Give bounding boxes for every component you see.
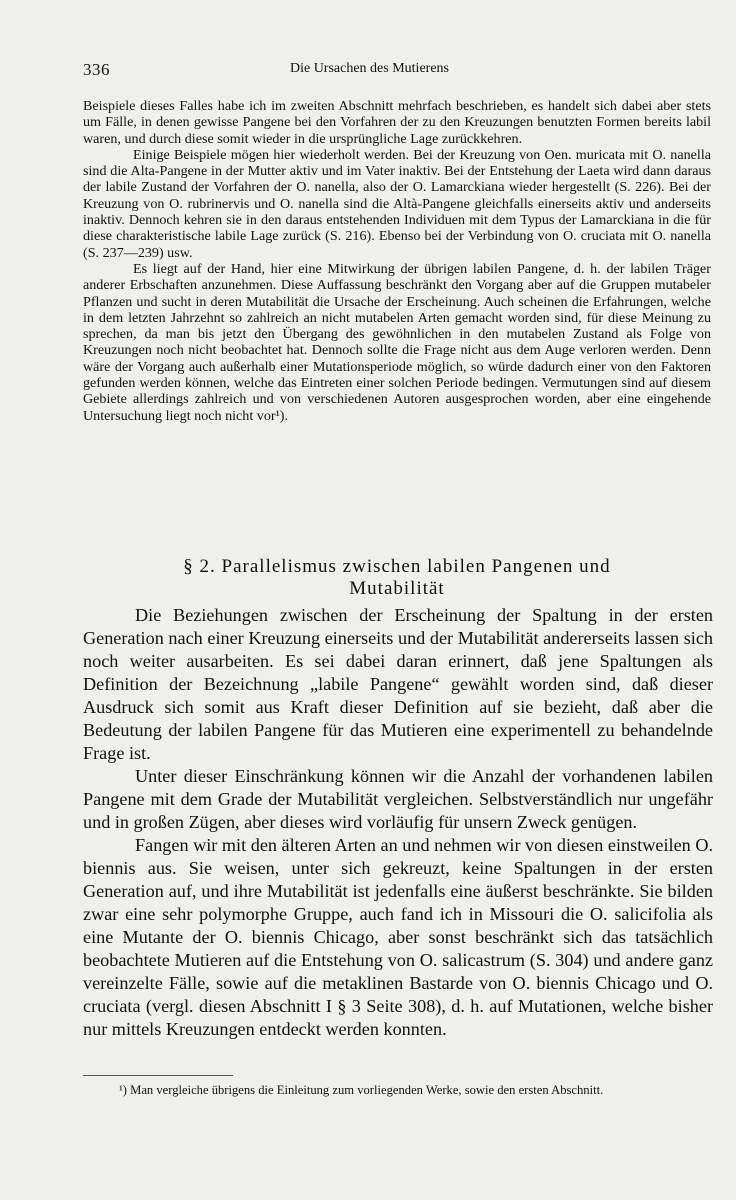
section-heading-line: § 2. Parallelismus zwischen labilen Pangenen und	[183, 556, 611, 577]
page-header	[83, 60, 716, 82]
paragraph: Einige Beispiele mögen hier wiederholt werden. Bei der Kreuzung von Oen. muricata mit O. nanella sind die Alta-Pangene in der Mutter aktiv und im Vater inaktiv. Bei der Entstehung der Laeta wird dann daraus der labile Zustand der Vorfahren der O. nanella, also der O. Lamarckiana wieder hergestellt (S. 226). Bei der Kreuzung von O. rubrinervis und O. nanella sind die Altà-Pangene gleichfalls einerseits aktiv und anderseits inaktiv. Dennoch kehren sie in den daraus entstehenden Individuen mit dem Typus der Lamarckiana in die für diese charakteristische labile Lage zurück (S. 216). Ebenso bei der Verbindung von O. cruciata mit O. nanella (S. 237—239) usw.	[83, 146, 711, 261]
footnote-divider	[83, 1075, 233, 1076]
section-heading-line: Mutabilität	[349, 578, 445, 599]
intro-text-block	[83, 98, 711, 424]
paragraph: Beispiele dieses Falles habe ich im zweiten Abschnitt mehrfach beschrieben, es handelt sich dabei aber stets um Fälle, in denen gewisse Pangene bei den Vorfahren der zu den Kreuzungen benutzten Formen bereits labil waren, und durch diese somit wieder in die ursprüngliche Lage zurückkehren.	[83, 98, 711, 147]
footnote-text: ¹) Man vergleiche übrigens die Einleitung zum vorliegenden Werke, sowie den ersten Abschnitt.	[119, 1083, 604, 1097]
page-number: 336	[83, 60, 110, 79]
paragraph: Es liegt auf der Hand, hier eine Mitwirkung der übrigen labilen Pangene, d. h. der labilen Träger anderer Erbschaften anzunehmen. Diese Auffassung beschränkt den Vorgang aber auf die Gruppen mutabeler Pflanzen und sucht in deren Mutabilität die Ursache der Erscheinung. Auch scheinen die Erfahrungen, welche in dem letzten Jahrzehnt so zahlreich an nicht mutabelen Arten gemacht worden sind, für diese Meinung zu sprechen, da man bis jetzt den Übergang des gewöhnlichen in den mutabelen Zustand als Folge von Kreuzungen noch nicht beobachtet hat. Dennoch sollte die Frage nicht aus dem Auge verloren werden. Denn wäre der Vorgang auch außerhalb einer Mutationsperiode möglich, so würde dadurch einer von den Faktoren gefunden werden können, welche das Eintreten einer solchen Periode bedingen. Vermutungen sind auf diesem Gebiete allerdings zahlreich und von verschiedenen Autoren ausgesprochen worden, aber eine eingehende Untersuchung liegt noch nicht vor¹).	[83, 260, 711, 424]
paragraph: Die Beziehungen zwischen der Erscheinung der Spaltung in der ersten Generation nach einer Kreuzung einerseits und der Mutabilität andererseits lassen sich noch weiter ausarbeiten. Es sei dabei daran erinnert, daß jene Spaltungen als Definition der Bezeichnung „labile Pangene“ gewählt worden sind, daß dieser Ausdruck sich somit aus Kraft dieser Definition auf sie bezieht, daß aber die Bedeutung der labilen Pangene für das Mutieren eine experimentell zu behandelnde Frage ist.	[83, 605, 713, 763]
section-text-block	[83, 604, 713, 1041]
paragraph: Unter dieser Einschränkung können wir die Anzahl der vorhandenen labilen Pangene mit dem Grade der Mutabilität vergleichen. Selbstverständlich nur ungefähr und in großen Zügen, aber dieses wird vorläufig für unsern Zweck genügen.	[83, 766, 713, 832]
paragraph: Fangen wir mit den älteren Arten an und nehmen wir von diesen einstweilen O. biennis aus. Sie weisen, unter sich gekreuzt, keine Spaltungen in der ersten Generation auf, und ihre Mutabilität ist jedenfalls eine äußerst beschränkte. Sie bilden zwar eine sehr polymorphe Gruppe, auch fand ich in Missouri die O. salicifolia als eine Mutante der O. biennis Chicago, aber sonst beschränkt sich das tatsächlich beobachtete Mutieren auf die Entstehung von O. salicastrum (S. 304) und andere ganz vereinzelte Fälle, sowie auf die metaklinen Bastarde von O. biennis Chicago und O. cruciata (vergl. diesen Abschnitt I § 3 Seite 308), d. h. auf Mutationen, welche bisher nur mittels Kreuzungen entdeckt werden konnten.	[83, 835, 713, 1039]
section-heading	[83, 556, 711, 600]
footnote	[83, 1082, 715, 1098]
running-title: Die Ursachen des Mutierens	[289, 61, 449, 76]
